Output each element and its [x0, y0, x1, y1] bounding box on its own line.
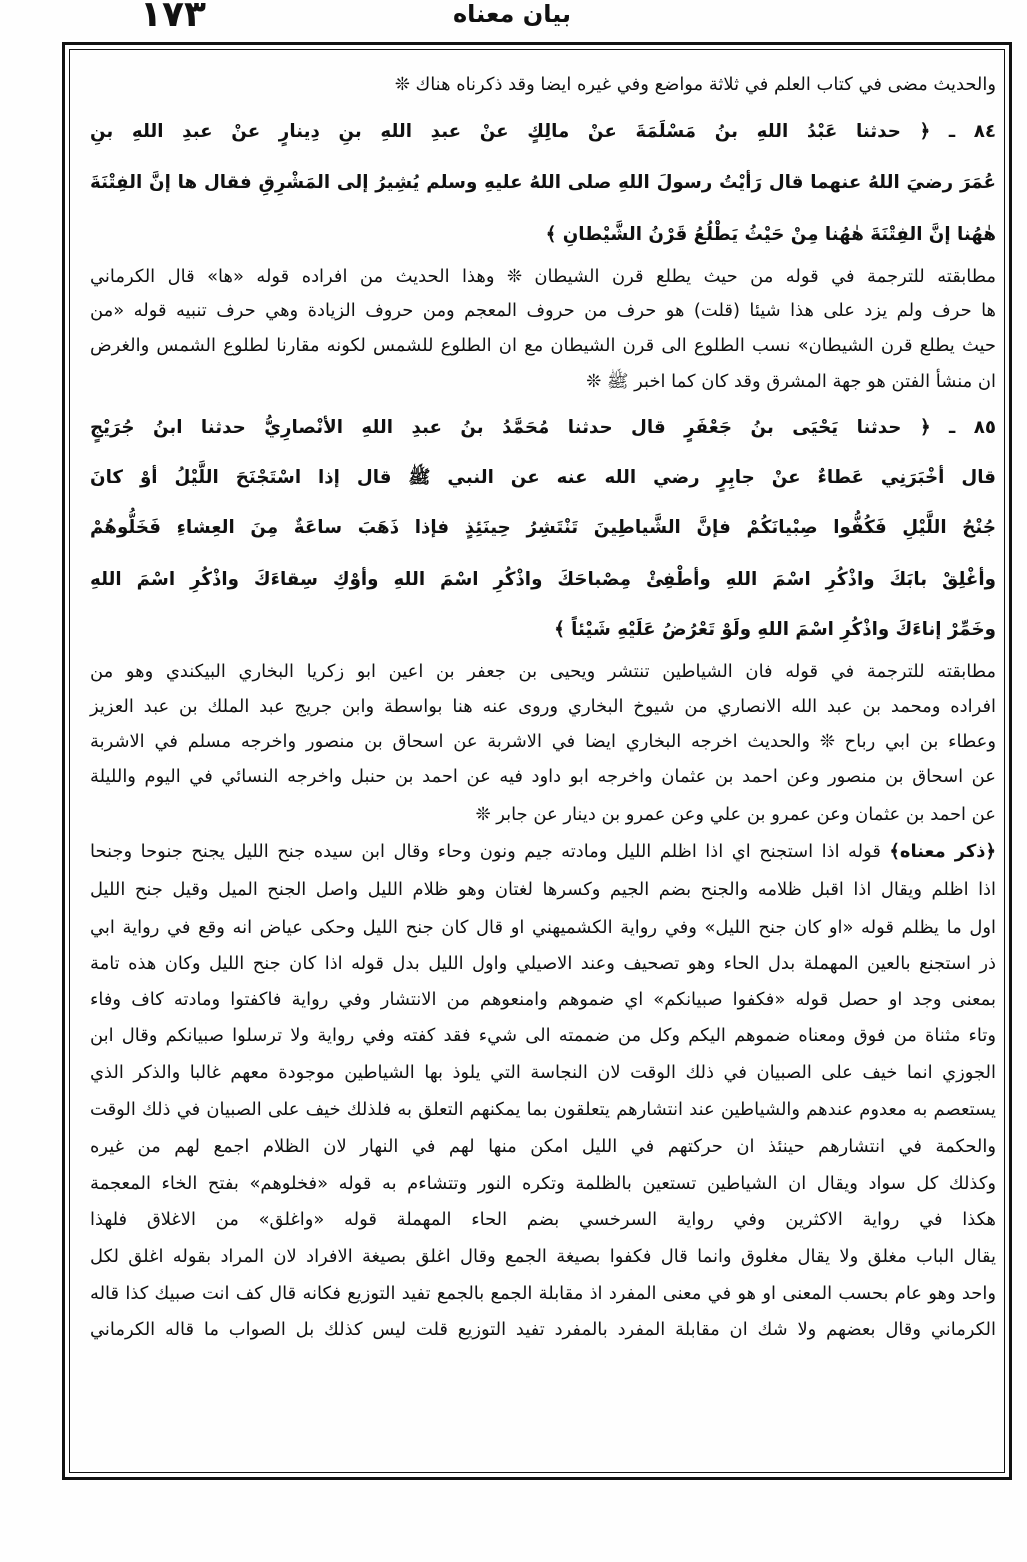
- hadith-number: ٨٤: [973, 121, 996, 142]
- hadith-85-line-3: جُنْحُ اللَّيْلِ فَكُفُّوا صِبْيانَكُمْ فإنَّ الشَّياطِينَ تَنْتَشِرُ حِينَئِذٍ فإذا ذَهَبَ ساعَةٌ مِنَ العِشاءِ فَخَلُّوهُمْ: [90, 517, 996, 538]
- hadith-85-line-2: قال أخْبَرَنِي عَطاءٌ عنْ جابِرٍ رضي الله عنه عن النبي ﷺ قال إذا اسْتَجْنَحَ اللَّيْلُ أوْ كانَ: [90, 467, 996, 488]
- commentary-85-line-5: عن احمد بن عثمان وعن عمرو بن علي وعن عمرو بن دينار عن جابر ❊: [475, 804, 996, 825]
- hadith-85-line-1: [90, 404, 996, 452]
- section-heading: ﴿ذكر معناه﴾: [889, 841, 996, 862]
- commentary-85-line-4: عن اسحاق بن منصور وعن احمد بن عثمان واخرجه ابو داود فيه عن احمد بن حنبل واخرجه النسائي في اليوم والليلة: [90, 766, 996, 787]
- meaning-section-line-7: الجوزي انما خيف على الصبيان في ذلك الوقت لان النجاسة التي يلوذ بها الشياطين موجودة معهم غالبا والذكر الذي: [90, 1062, 996, 1083]
- meaning-section-line-9: والحكمة في انتشارهم حينئذ ان حركتهم في الليل امكن منها لهم في النهار لان الظلام اجمع لهم من غيره: [90, 1136, 996, 1157]
- hadith-85-line-4: وأغْلِقْ بابَكَ واذْكُرِ اسْمَ اللهِ وأطْفِئْ مِصْباحَكَ واذْكُرِ اسْمَ اللهِ وأوْكِ سِقاءَكَ واذْكُرِ اسْمَ اللهِ: [90, 569, 996, 590]
- hadith-84-line-2: عُمَرَ رضيَ اللهُ عنهما قال رَأيْتُ رسولَ اللهِ صلى اللهُ عليهِ وسلم يُشِيرُ إلى المَشْرِقِ فقال ها إنَّ الفِتْنَةَ: [90, 172, 996, 193]
- meaning-section-line-11: هكذا في رواية الاكثرين وفي رواية السرخسي بضم الحاء المهملة قوله «واغلق» من الاغلاق فلهذا: [90, 1209, 996, 1230]
- intro-line: والحديث مضى في كتاب العلم في ثلاثة مواضع وفي غيره ايضا وقد ذكرناه هناك ❊: [394, 74, 996, 95]
- commentary-84-line-3: حيث يطلع قرن الشيطان» نسب الطلوع الى قرن الشيطان مع ان الطلوع للشمس لكونه مقارنا لطلوع الشمس والغرض: [90, 335, 996, 356]
- meaning-section-line-13: واحد وهو عام بحسب المعنى او هو في معنى المفرد اذ مقابلة الجمع بالجمع تفيد التوزيع فكانه قال كف انت صبيك كذا قاله: [90, 1283, 996, 1304]
- hadith-text: ـ ﴿ حدثنا يَحْيَى بنُ جَعْفَرٍ قال حدثنا مُحَمَّدُ بنُ عبدِ اللهِ الأنْصارِيُّ حدثنا ابنُ جُرَيْجٍ: [90, 417, 956, 438]
- running-title: بيان معناه: [452, 0, 572, 28]
- hadith-number: ٨٥: [973, 417, 996, 438]
- meaning-section-line-6: وتاء مثناة من فوق ومعناه ضموهم اليكم وكل من ضممته الى شيء فقد كفته وفي رواية ولا ترسلوا صبيانكم وقال ابن: [90, 1025, 996, 1046]
- meaning-section-line-3: اول ما يظلم قوله «او كان جنح الليل» وفي رواية الكشميهني او قال كان جنح الليل وحكى عياض انه وقع في رواية ابي: [90, 917, 996, 938]
- commentary-85-line-2: افراده ومحمد بن عبد الله الانصاري من شيوخ البخاري وروى عنه هنا بواسطة وابن جريج عبد الملك بن عبد العزيز: [90, 696, 996, 717]
- meaning-section-line-14: الكرماني وقال بعضهم ولا شك ان مقابلة المفرد بالمفرد تفيد التوزيع قلت ليس كذلك بل الصواب ما قاله الكرماني: [90, 1319, 996, 1340]
- meaning-section-line-8: يستعصم به معدوم عندهم والشياطين عند انتشارهم يتعلقون بما يمكنهم التعلق به فلذلك خيف على الصبيان في ذلك الوقت: [90, 1099, 996, 1120]
- commentary-84-line-4: ان منشأ الفتن هو جهة المشرق وقد كان كما اخبر ﷺ ❊: [586, 371, 996, 392]
- commentary-84-line-2: ها حرف ولم يزد على هذا شيئا (قلت) هو حرف من حروف المعجم ومن حروف الزيادة وهي حرف تنبيه قوله «من: [90, 300, 996, 321]
- meaning-section-line-2: اذا اظلم ويقال اذا اقبل ظلامه والجنح بضم الجيم وكسرها لغتان وهو ظلام الليل واصل الجنح الميل وقيل جنح الليل: [90, 879, 996, 900]
- hadith-85-line-5: وخَمِّرْ إناءَكَ واذْكُرِ اسْمَ اللهِ ولَوْ تَعْرُضُ عَلَيْهِ شَيْئاً ﴾: [554, 619, 996, 640]
- meaning-section-line-1: [90, 834, 996, 870]
- meaning-section-line-4: ذر استجنع بالعين المهملة بدل الحاء وهو تصحيف وعند الاصيلي واول الليل بدل قوله اذا كان جنح الليل وكان هذه تامة: [90, 953, 996, 974]
- commentary-85-line-1: مطابقته للترجمة في قوله فان الشياطين تنتشر ويحيى بن جعفر بن اعين ابو زكريا البخاري البيكندي وهو من: [90, 661, 996, 682]
- page-number: ١٧٣: [140, 0, 206, 35]
- meaning-section-line-10: وكذلك كل سواد ويقال ان الشياطين تستعين بالظلمة وتكره النور وتتشاءم به قوله «فخلوهم» بفتح الخاء المعجمة: [90, 1173, 996, 1194]
- commentary-84-line-1: مطابقته للترجمة في قوله من حيث يطلع قرن الشيطان ❊ وهذا الحديث من افراده قوله «ها» قال الكرماني: [90, 266, 996, 287]
- meaning-section-line-12: يقال الباب مغلق ولا يقال مغلوق وانما قال فكفوا بصيغة الجمع وقال اغلق بصيغة الافراد لان المراد بقوله اغلق لكل: [90, 1246, 996, 1267]
- section-text: قوله اذا استجنح اي اذا اظلم الليل ومادته جيم ونون وحاء وقال ابن سيده جنح الليل يجنح جنوحا وجنحا: [90, 841, 881, 862]
- meaning-section-line-5: بمعنى وجد او حصل قوله «فكفوا صبيانكم» اي ضموهم وامنعوهم من الانتشار وفي رواية فاكفتوا ومادته كاف وفاء: [90, 989, 996, 1010]
- hadith-text: ـ ﴿ حدثنا عَبْدُ اللهِ بنُ مَسْلَمَةَ عنْ مالِكٍ عنْ عبدِ اللهِ بنِ دِينارٍ عنْ عبدِ اللهِ بنِ: [90, 121, 956, 142]
- commentary-85-line-3: وعطاء بن ابي رباح ❊ والحديث اخرجه البخاري ايضا في الاشربة عن اسحاق بن منصور واخرجه مسلم في الاشربة: [90, 731, 996, 752]
- hadith-84-line-1: [90, 108, 996, 156]
- hadith-84-line-3: هٰهُنا إنَّ الفِتْنَةَ هٰهُنا مِنْ حَيْثُ يَطْلُعُ قَرْنُ الشَّيْطانِ ﴾: [545, 224, 996, 245]
